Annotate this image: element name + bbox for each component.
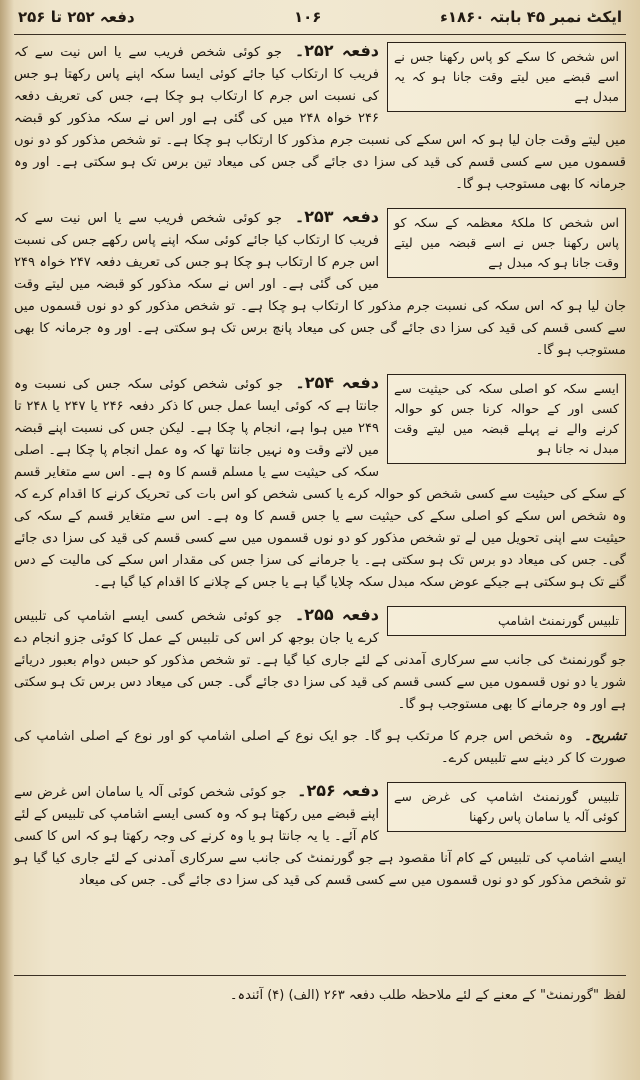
section-252-number: دفعہ ۲۵۲۔ <box>294 41 380 60</box>
header-section-range: دفعہ ۲۵۲ تا ۲۵۶ <box>18 8 135 26</box>
section-256-text: جو کوئی شخص کوئی آلہ یا سامان اس غرض سے اپنے قبضے میں رکھتا ہو کہ وہ کسی ایسے اشامپ کی تلبیس کے لئے کام آئے۔ یا یہ جانتا ہو یا وہ کرنے کی وجہ رکھتا ہو کہ اس کا کسی ایسے اشامپ کی تلبیس کے کام آنا مقصود ہے جو گورنمنٹ کی جانب سے سرکاری آمدنی کے لئے جاری کیا گیا ہو تو شخص مذکور کو دو نوں قسموں میں سے کسی قسم کی قید کی سزا دی جائے گی۔ جس کی میعاد <box>14 785 626 888</box>
section-252-text: جو کوئی شخص فریب سے یا اس نیت سے کہ فریب کا ارتکاب کیا جائے کوئی ایسا سکہ اپنے پاس رکھتا ہو جس کی نسبت اس جرم کا ارتکاب ہو چکا ہے، جس کی تعریف دفعہ ۲۴۶ خواہ ۲۴۸ میں کی گئی ہے اور اس نے سکہ مذکور کو قبضہ میں لیتے وقت جان لیا ہو کہ اس سکے کی نسبت جرم مذکور کا ارتکاب ہو چکا ہے۔ تو شخص مذکور کو دو نوں قسموں میں سے کسی قسم کی قید کی سزا دی جائے گی جس کی میعاد تین برس تک ہو سکتی ہے۔ اور وہ جرمانہ کا بھی مستوجب ہو گا۔ <box>14 45 626 192</box>
section-255-text: جو کوئی شخص کسی ایسے اشامپ کی تلبیس کرے یا جان بوجھ کر اس کی تلبیس کے عمل کا کوئی جزو انجام دے جو گورنمنٹ کی جانب سے سرکاری آمدنی کے لئے جاری کیا گیا ہے۔ تو شخص مذکور کو حبس دوام بعبور دریائے شور یا دو نوں قسموں میں سے کسی قسم کی قید کی سزا دی جائے گی۔ جس کی میعاد دس برس تک ہو سکتی ہے اور وہ جرمانے کا بھی مستوجب ہو گا۔ <box>14 609 626 712</box>
section-255-heading-box: تلبیس گورنمنٹ اشامپ <box>387 606 626 636</box>
section-254 <box>14 372 626 594</box>
section-254-heading-box: ایسے سکہ کو اصلی سکہ کی حیثیت سے کسی اور کے حوالہ کرنا جس کو حوالہ کرنے والے نے پہلے قبضہ میں لیتے وقت مبدل نہ جانا ہو <box>387 374 626 464</box>
page-header <box>14 4 626 35</box>
section-256 <box>14 780 626 892</box>
binding-shadow <box>0 0 14 1080</box>
page-body <box>14 40 626 902</box>
footnote-text: لفظ "گورنمنٹ" کے معنے کے لئے ملاحظہ طلب دفعہ ۲۶۳ (الف) (۴) آئندہ۔ <box>229 988 626 1003</box>
section-255-number: دفعہ ۲۵۵۔ <box>294 605 379 624</box>
header-act-title: ایکٹ نمبر ۴۵ بابتہ ۱۸۶۰ء <box>440 8 622 26</box>
section-252-heading-box: اس شخص کا سکے کو پاس رکھنا جس نے اسے قبضے میں لیتے وقت جانا ہو کہ یہ مبدل ہے <box>387 42 626 112</box>
section-254-text: جو کوئی شخص کوئی سکہ جس کی نسبت وہ جانتا ہے کہ کوئی ایسا عمل جس کا ذکر دفعہ ۲۴۶ یا ۲۴۷ یا ۲۴۸ تا ۲۴۹ میں ہوا ہے، انجام پا چکا ہے۔ لیکن جس کی نسبت اپنے قبضہ میں لاتے وقت وہ نہیں جانتا تھا کہ وہ عمل انجام پا چکا ہے۔ اصلی سکہ کی حیثیت سے یا مسلم قسم کا وہ ہے۔ اس سے متغایر قسم کے سکے کی حیثیت سے کسی شخص کو حوالہ کرے یا کسی شخص کو اس بات کی تحریک کرنے کا اقدام کرے کہ وہ شخص اس سکے کو اصلی سکے کی حیثیت سے یا جس قسم کا وہ ہے۔ اس سے متغایر قسم کے سکہ کی حیثیت سے اپنی تحویل میں لے تو شخص مذکور کو دو نوں قسموں میں سے کسی قسم کی قید کی سزا دی جائے گی۔ جس کی میعاد دو برس تک ہو سکتی ہے۔ یا جرمانے کی سزا جس کی مقدار اس سکے کی مالیت کے دس گنے تک ہو سکتی ہے جیکے عوض سکہ مبدل سکہ چلایا گیا ہے یا جس کے چلانے کا اقدام کیا گیا ہے۔ <box>14 377 626 590</box>
section-256-heading-box: تلبیس گورنمنٹ اشامپ کی غرض سے کوئی آلہ یا سامان پاس رکھنا <box>387 782 626 832</box>
section-252 <box>14 40 626 196</box>
explanation-text: وہ شخص اس جرم کا مرتکب ہو گا۔ جو ایک نوع کے اصلی اشامپ کو اور نوع کے اصلی اشامپ کی صورت کا کر دینے سے تلبیس کرے۔ <box>14 729 626 766</box>
footnote <box>14 975 626 1003</box>
section-253-number: دفعہ ۲۵۳۔ <box>294 207 380 226</box>
section-253 <box>14 206 626 362</box>
section-256-number: دفعہ ۲۵۶۔ <box>297 781 379 800</box>
explanation-label: تشریح۔ <box>583 729 626 744</box>
page-number: ۱۰۶ <box>294 8 322 26</box>
section-255 <box>14 604 626 716</box>
section-253-text: جو کوئی شخص فریب سے یا اس نیت سے کہ فریب کا ارتکاب کیا جائے کوئی سکہ اپنے پاس رکھے جس کی نسبت اس جرم کا ارتکاب ہو چکا ہو جس کی تعریف دفعہ ۲۴۷ خواہ ۲۴۹ میں کی گئی ہے۔ اور اس نے سکہ مذکور کو قبضہ میں لیتے وقت جان لیا ہو کہ اس سکہ کی نسبت جرم مذکور کا ارتکاب ہو چکا ہے۔ تو شخص مذکور کو دو نوں قسموں میں سے کسی قسم کی قید کی سزا دی جائے گی جس کی میعاد پانچ برس تک ہو سکتی ہے۔ اور وہ جرمانہ کا بھی مستوجب ہو گا۔ <box>14 211 626 358</box>
section-253-heading-box: اس شخص کا ملکۂ معظمہ کے سکہ کو پاس رکھنا جس نے اسے قبضہ میں لیتے وقت جانا ہو کہ مبدل ہے <box>387 208 626 278</box>
section-255-explanation <box>14 726 626 770</box>
section-254-number: دفعہ ۲۵۴۔ <box>295 373 379 392</box>
